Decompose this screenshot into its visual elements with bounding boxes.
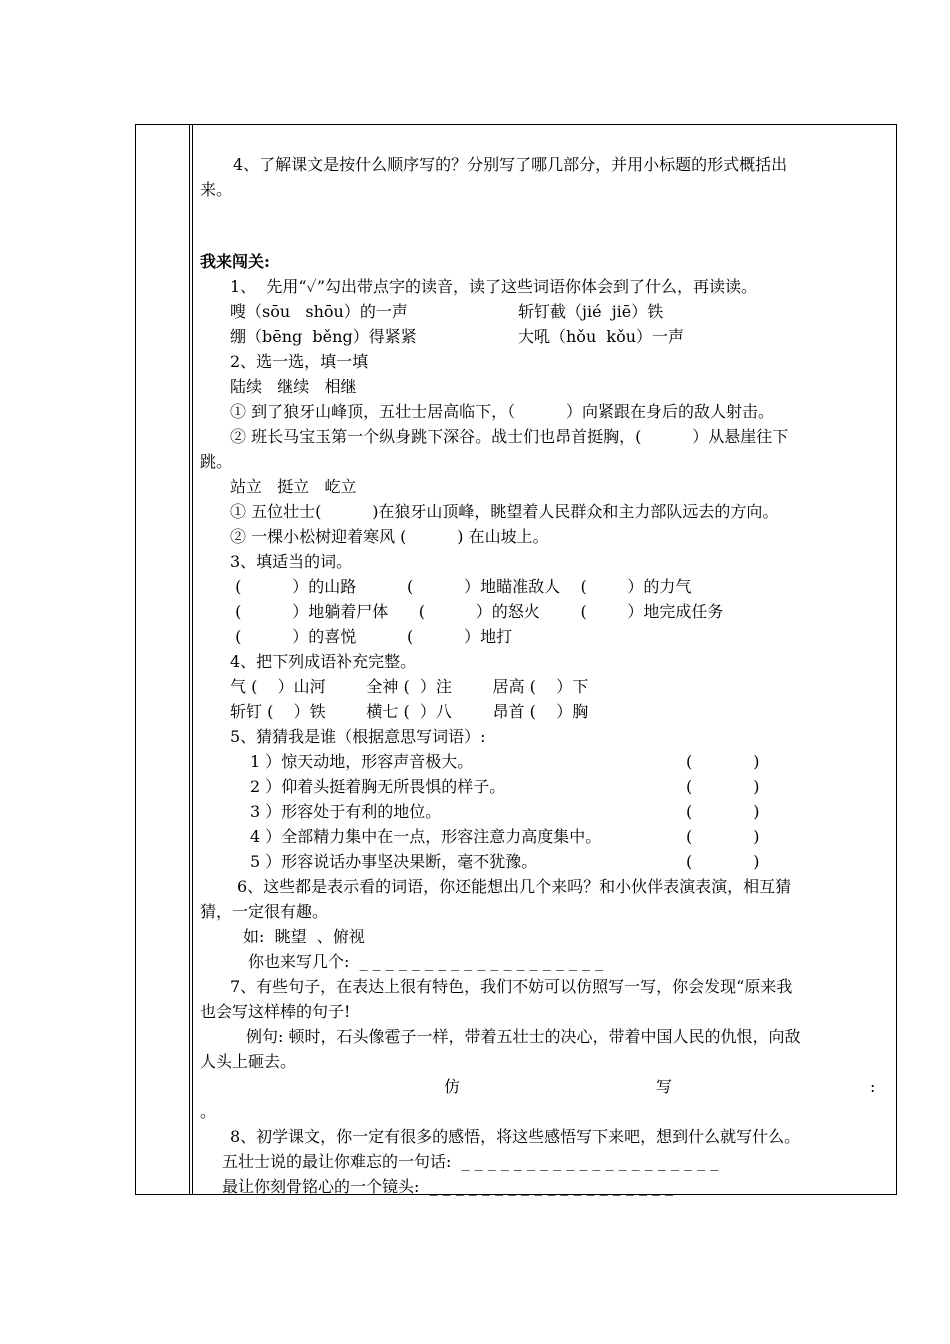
question-4-line-1: 4、了解课文是按什么顺序写的？分别写了哪几部分，并用小标题的形式概括出 <box>233 155 788 174</box>
q5-blank: ( ) <box>686 777 760 796</box>
question-5: 5、猜猜我是谁（根据意思写词语）: <box>230 727 486 746</box>
question-2: 2、选一选，填一填 <box>230 352 369 371</box>
question-4-line-2: 来。 <box>200 180 233 199</box>
q2-sentence: ② 一棵小松树迎着寒风 ( ) 在山坡上。 <box>230 527 549 546</box>
question-6: 猜，一定很有趣。 <box>200 902 329 921</box>
q5-item: 5 ）形容说话办事坚决果断，毫不犹豫。 <box>250 852 538 871</box>
q3-row: ( ）的山路 ( ）地瞄准敌人 ( ）的力气 <box>230 577 692 596</box>
q8-answer-line: 五壮士说的最让你难忘的一句话: _ _ _ _ _ _ _ _ _ _ _ _ _ _ _ _ _ _ _ _ <box>222 1152 719 1171</box>
q5-blank: ( ) <box>686 827 760 846</box>
section-title: 我来闯关: <box>200 252 270 271</box>
q1-item: 绷（bēng běng）得紧紧 <box>230 327 417 346</box>
q5-blank: ( ) <box>686 852 760 871</box>
q7-example: 例句: 顿时，石头像雹子一样，带着五壮士的决心，带着中国人民的仇恨，向敌 <box>246 1027 801 1046</box>
q2-sentence: ① 到了狼牙山峰顶，五壮士居高临下，（ ）向紧跟在身后的敌人射击。 <box>230 402 774 421</box>
q3-row: ( ）的喜悦 ( ）地打 <box>230 627 513 646</box>
q5-item: 2 ）仰着头挺着胸无所畏惧的样子。 <box>250 777 506 796</box>
q5-blank: ( ) <box>686 802 760 821</box>
q6-answer-line: 你也来写几个: _ _ _ _ _ _ _ _ _ _ _ _ _ _ _ _ _ _ _ <box>248 952 604 971</box>
left-column <box>136 125 190 1194</box>
q2-word-options-1: 陆续 继续 相继 <box>230 377 357 396</box>
question-8: 8、初学课文，你一定有很多的感悟，将这些感悟写下来吧，想到什么就写什么。 <box>230 1127 801 1146</box>
question-3: 3、填适当的词。 <box>230 552 353 571</box>
q2-word-options-2: 站立 挺立 屹立 <box>230 477 357 496</box>
q1-item: 斩钉截（jié jiē）铁 <box>518 302 664 321</box>
q1-item: 大吼（hǒu kǒu）一声 <box>518 327 685 346</box>
q5-item: 3 ）形容处于有利的地位。 <box>250 802 442 821</box>
q7-end: 。 <box>200 1102 217 1121</box>
question-4: 4、把下列成语补充完整。 <box>230 652 417 671</box>
q7-example: 人头上砸去。 <box>200 1052 297 1071</box>
q2-sentence: 跳。 <box>200 452 233 471</box>
divider-column <box>190 125 193 1194</box>
question-6: 6、这些都是表示看的词语，你还能想出几个来吗？和小伙伴表演表演，相互猜 <box>237 877 792 896</box>
question-1: 1、 先用“✓”勾出带点字的读音，读了这些词语你体会到了什么，再读读。 <box>230 277 758 296</box>
question-7: 也会写这样棒的句子! <box>200 1002 351 1021</box>
q4-row: 斩钉 ( ）铁 横七 ( ）八 昂首 ( ）胸 <box>230 702 589 721</box>
q5-item: 4 ）全部精力集中在一点，形容注意力高度集中。 <box>250 827 602 846</box>
q4-row: 气 ( ）山河 全神 ( ）注 居高 ( ）下 <box>230 677 589 696</box>
q8-answer-line: 最让你刻骨铭心的一个镜头: _ _ _ _ _ _ _ _ _ _ _ _ _ _ _ _ _ _ _ <box>222 1177 674 1196</box>
q5-item: 1 ）惊天动地，形容声音极大。 <box>250 752 474 771</box>
q5-blank: ( ) <box>686 752 760 771</box>
q3-row: ( ）地躺着尸体 ( ）的怒火 ( ）地完成任务 <box>230 602 724 621</box>
q1-item: 嗖（sōu shōu）的一声 <box>230 302 408 321</box>
question-7: 7、有些句子，在表达上很有特色，我们不妨可以仿照写一写，你会发现“原来我 <box>230 977 793 996</box>
q7-imitate-label: 仿 <box>444 1077 461 1096</box>
q7-imitate-label: : <box>870 1077 876 1096</box>
q2-sentence: ② 班长马宝玉第一个纵身跳下深谷。战士们也昂首挺胸，( ）从悬崖往下 <box>230 427 789 446</box>
q2-sentence: ① 五位壮士( )在狼牙山顶峰，眺望着人民群众和主力部队远去的方向。 <box>230 502 779 521</box>
q7-imitate-label: 写 <box>656 1077 673 1096</box>
q6-example: 如: 眺望 、俯视 <box>243 927 365 946</box>
